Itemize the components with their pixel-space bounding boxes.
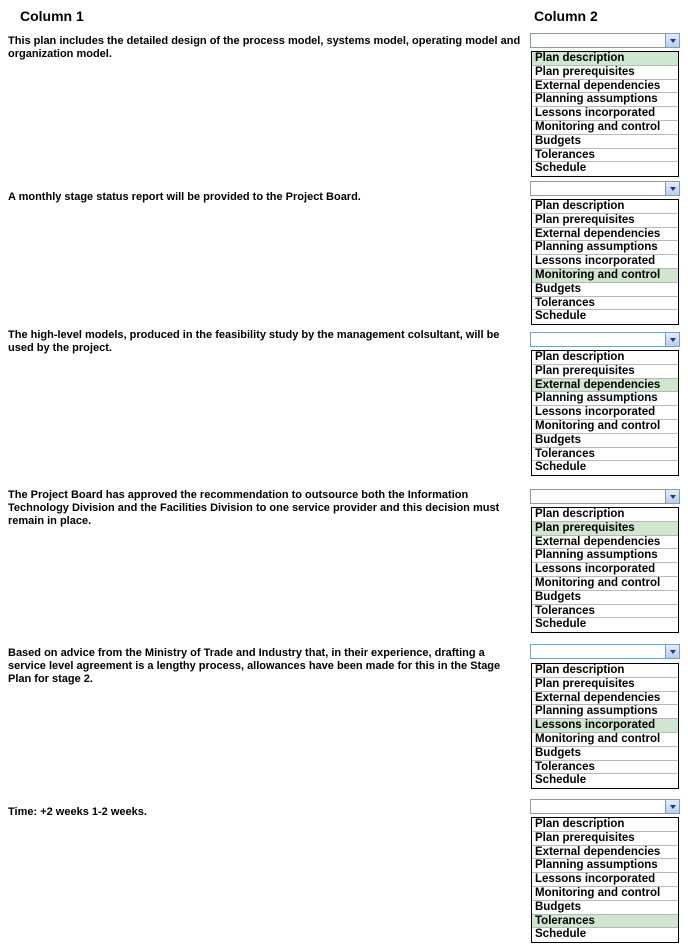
chevron-down-icon[interactable] (665, 182, 679, 195)
answer-options-list-6 (531, 817, 679, 943)
answer-option[interactable]: Budgets (532, 591, 678, 605)
answer-option[interactable]: External dependencies (532, 692, 678, 706)
chevron-down-icon[interactable] (665, 333, 679, 346)
question-text-4: The Project Board has approved the recommendation to outsource both the Information Technology Division and the Facilities Division to one service provider and this decision must remain in place. (8, 489, 500, 527)
answer-option[interactable]: Lessons incorporated (532, 255, 678, 269)
answer-option[interactable]: Plan description (532, 52, 678, 66)
answer-option[interactable]: Budgets (532, 901, 678, 915)
answer-option[interactable]: Tolerances (532, 915, 678, 929)
answer-dropdown-5[interactable] (530, 644, 680, 659)
chevron-down-icon[interactable] (665, 800, 679, 813)
answer-option[interactable]: Schedule (535, 774, 587, 787)
answer-options-list-1 (531, 51, 679, 177)
answer-option[interactable]: Plan prerequisites (532, 365, 678, 379)
answer-option[interactable]: Planning assumptions (532, 705, 678, 719)
answer-option[interactable]: Monitoring and control (532, 887, 678, 901)
answer-option[interactable]: Plan prerequisites (532, 678, 678, 692)
answer-option[interactable]: Schedule (535, 461, 587, 474)
answer-option[interactable]: Lessons incorporated (532, 107, 678, 121)
answer-dropdown-1[interactable] (530, 33, 680, 48)
answer-dropdown-3[interactable] (530, 332, 680, 347)
question-text-6: Time: +2 weeks 1-2 weeks. (8, 806, 147, 818)
answer-option[interactable]: Plan prerequisites (532, 66, 678, 80)
answer-option[interactable]: External dependencies (532, 846, 678, 860)
answer-option[interactable]: Lessons incorporated (532, 719, 678, 733)
answer-option[interactable]: Plan description (532, 200, 678, 214)
answer-option[interactable]: Tolerances (532, 297, 678, 311)
answer-option[interactable]: Plan prerequisites (532, 214, 678, 228)
answer-option[interactable]: Plan description (532, 664, 678, 678)
answer-option[interactable]: Plan prerequisites (532, 832, 678, 846)
question-text-1: This plan includes the detailed design of the process model, systems model, operating model and organization model. (8, 35, 521, 60)
answer-dropdown-4[interactable] (530, 489, 680, 504)
chevron-down-icon[interactable] (665, 645, 679, 658)
question-text-5: Based on advice from the Ministry of Trade and Industry that, in their experience, drafting a service level agreement is a lengthy process, allowances have been made for this in the Stage Plan for stage 2. (8, 647, 501, 685)
column-2-header: Column 2 (534, 8, 598, 24)
answer-option[interactable]: Plan prerequisites (532, 522, 678, 536)
answer-option[interactable]: Tolerances (532, 605, 678, 619)
answer-option[interactable]: Lessons incorporated (532, 563, 678, 577)
answer-option[interactable]: External dependencies (532, 80, 678, 94)
answer-option[interactable]: Planning assumptions (532, 859, 678, 873)
answer-option[interactable]: Monitoring and control (532, 420, 678, 434)
answer-option[interactable]: Schedule (535, 310, 587, 323)
answer-option[interactable]: Tolerances (532, 149, 678, 163)
answer-options-list-5 (531, 663, 679, 789)
answer-option[interactable]: Plan description (532, 818, 678, 832)
answer-option[interactable]: Schedule (535, 928, 587, 941)
answer-options-list-4 (531, 507, 679, 633)
answer-option[interactable]: Monitoring and control (532, 269, 678, 283)
chevron-down-icon[interactable] (665, 490, 679, 503)
answer-option[interactable]: Monitoring and control (532, 121, 678, 135)
answer-option[interactable]: Budgets (532, 434, 678, 448)
answer-option[interactable]: Plan description (532, 508, 678, 522)
answer-option[interactable]: Tolerances (532, 448, 678, 462)
answer-option[interactable]: Monitoring and control (532, 577, 678, 591)
answer-option[interactable]: Budgets (532, 135, 678, 149)
answer-option[interactable]: External dependencies (532, 228, 678, 242)
answer-option[interactable]: Monitoring and control (532, 733, 678, 747)
column-1-header: Column 1 (20, 8, 84, 24)
answer-dropdown-2[interactable] (530, 181, 680, 196)
answer-option[interactable]: Planning assumptions (532, 392, 678, 406)
answer-option[interactable]: Plan description (532, 351, 678, 365)
answer-option[interactable]: Planning assumptions (532, 549, 678, 563)
answer-option[interactable]: Lessons incorporated (532, 406, 678, 420)
answer-option[interactable]: Schedule (535, 618, 587, 631)
answer-option[interactable]: Budgets (532, 283, 678, 297)
answer-option[interactable]: Lessons incorporated (532, 873, 678, 887)
answer-option[interactable]: External dependencies (532, 536, 678, 550)
question-text-3: The high-level models, produced in the feasibility study by the management colsultant, will be used by the project. (8, 329, 500, 354)
answer-option[interactable]: Tolerances (532, 761, 678, 775)
chevron-down-icon[interactable] (665, 34, 679, 47)
answer-dropdown-6[interactable] (530, 799, 680, 814)
answer-options-list-2 (531, 199, 679, 325)
question-text-2: A monthly stage status report will be provided to the Project Board. (8, 191, 361, 203)
answer-option[interactable]: Budgets (532, 747, 678, 761)
answer-option[interactable]: Planning assumptions (532, 241, 678, 255)
answer-option[interactable]: External dependencies (532, 379, 678, 393)
answer-option[interactable]: Planning assumptions (532, 93, 678, 107)
answer-option[interactable]: Schedule (535, 162, 587, 175)
answer-options-list-3 (531, 350, 679, 476)
